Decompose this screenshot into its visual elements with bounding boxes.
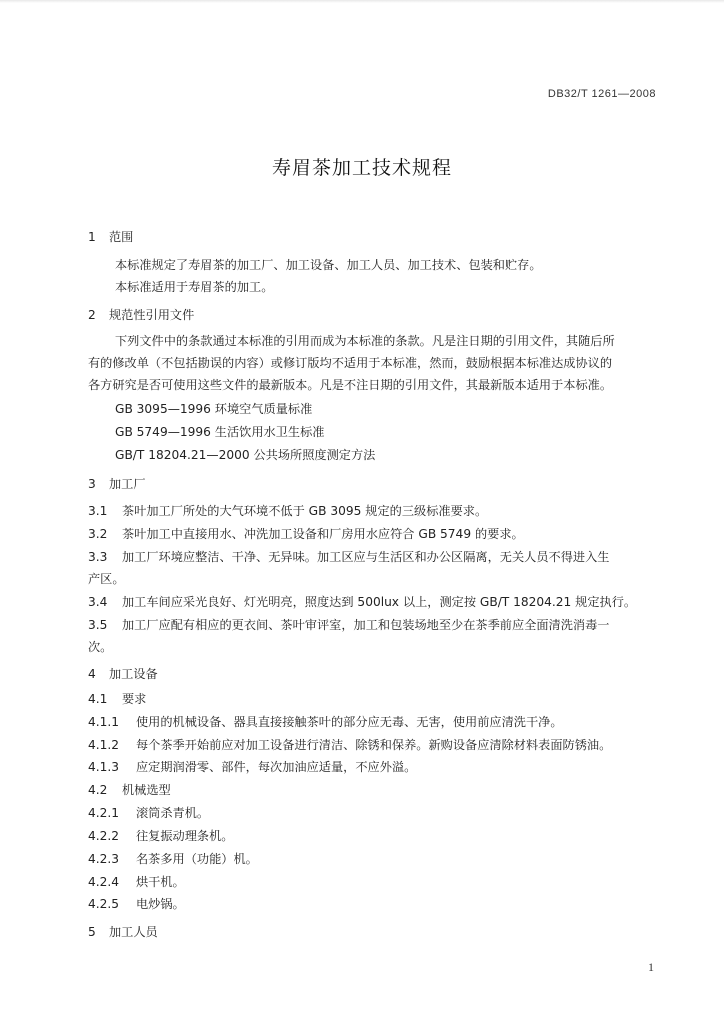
paragraph-text: 各方研究是否可使用这些文件的最新版本。凡是不注日期的引用文件，其最新版本适用于本标准。 — [88, 378, 613, 392]
subsection-number: 4.2 — [88, 783, 108, 797]
clause-text: 名茶多用（功能）机。 — [136, 852, 258, 866]
clause-text: 茶叶加工厂所处的大气环境不低于 GB 3095 规定的三级标准要求。 — [122, 504, 488, 518]
clause-number: 4.1.2 — [88, 738, 120, 752]
clause-number: 4.1.3 — [88, 760, 120, 774]
clause-text: 每个茶季开始前应对加工设备进行清洁、除锈和保养。新购设备应清除材料表面防锈油。 — [136, 738, 612, 752]
subsection-title: 要求 — [122, 692, 147, 706]
clause-number: 4.2.5 — [88, 897, 120, 911]
subsection-number: 4.1 — [88, 692, 108, 706]
paragraph-text: 本标准规定了寿眉茶的加工厂、加工设备、加工人员、加工技术、包装和贮存。 — [115, 258, 542, 272]
section-title: 规范性引用文件 — [109, 308, 195, 322]
section-title: 加工人员 — [109, 925, 158, 939]
clause-text: 烘干机。 — [136, 875, 185, 889]
section-number: 2 — [88, 308, 96, 322]
section-title: 加工厂 — [109, 477, 146, 491]
clause-text: 滚筒杀青机。 — [136, 806, 210, 820]
clause-text: 产区。 — [88, 572, 125, 586]
section-number: 1 — [88, 230, 96, 244]
clause-number: 4.2.1 — [88, 806, 120, 820]
clause-text: 往复振动理条机。 — [136, 829, 234, 843]
clause-text: 加工车间应采光良好、灯光明亮，照度达到 500lux 以上，测定按 GB/T 18204.21 规定执行。 — [122, 595, 637, 609]
section-number: 5 — [88, 925, 96, 939]
clause-number: 4.2.4 — [88, 875, 120, 889]
clause-number: 3.2 — [88, 527, 108, 541]
clause-number: 3.3 — [88, 550, 108, 564]
page-number: 1 — [648, 960, 654, 974]
clause-number: 4.1.1 — [88, 715, 120, 729]
section-number: 4 — [88, 667, 96, 681]
paragraph-text: 本标准适用于寿眉茶的加工。 — [115, 280, 274, 294]
clause-text: 茶叶加工中直接用水、冲洗加工设备和厂房用水应符合 GB 5749 的要求。 — [122, 527, 524, 541]
standard-code: DB32/T 1261—2008 — [547, 88, 656, 100]
clause-text: 电炒锅。 — [136, 897, 185, 911]
clause-text: 次。 — [88, 640, 113, 654]
section-number: 3 — [88, 477, 96, 491]
reference-text: GB 5749—1996 生活饮用水卫生标准 — [115, 425, 325, 439]
section-title: 加工设备 — [109, 667, 158, 681]
subsection-title: 机械选型 — [122, 783, 171, 797]
clause-text: 应定期润滑零、部件，每次加油应适量，不应外溢。 — [136, 760, 417, 774]
clause-text: 加工厂应配有相应的更衣间、茶叶审评室，加工和包装场地至少在茶季前应全面清洗消毒一 — [122, 618, 610, 632]
clause-number: 3.5 — [88, 618, 108, 632]
reference-text: GB/T 18204.21—2000 公共场所照度测定方法 — [115, 448, 376, 462]
clause-number: 3.4 — [88, 595, 108, 609]
scan-edge — [0, 0, 724, 3]
paragraph-text: 下列文件中的条款通过本标准的引用而成为本标准的条款。凡是注日期的引用文件，其随后所 — [115, 334, 615, 348]
document-title: 寿眉茶加工技术规程 — [271, 157, 452, 179]
clause-text: 加工厂环境应整洁、干净、无异味。加工区应与生活区和办公区隔离，无关人员不得进入生 — [122, 550, 610, 564]
paragraph-text: 有的修改单（不包括勘误的内容）或修订版均不适用于本标准，然而，鼓励根据本标准达成协议的 — [88, 356, 613, 370]
clause-number: 4.2.3 — [88, 852, 120, 866]
reference-text: GB 3095—1996 环境空气质量标准 — [115, 402, 313, 416]
section-title: 范围 — [109, 230, 134, 244]
clause-number: 3.1 — [88, 504, 108, 518]
clause-text: 使用的机械设备、器具直接接触茶叶的部分应无毒、无害，使用前应清洗干净。 — [136, 715, 563, 729]
clause-number: 4.2.2 — [88, 829, 120, 843]
